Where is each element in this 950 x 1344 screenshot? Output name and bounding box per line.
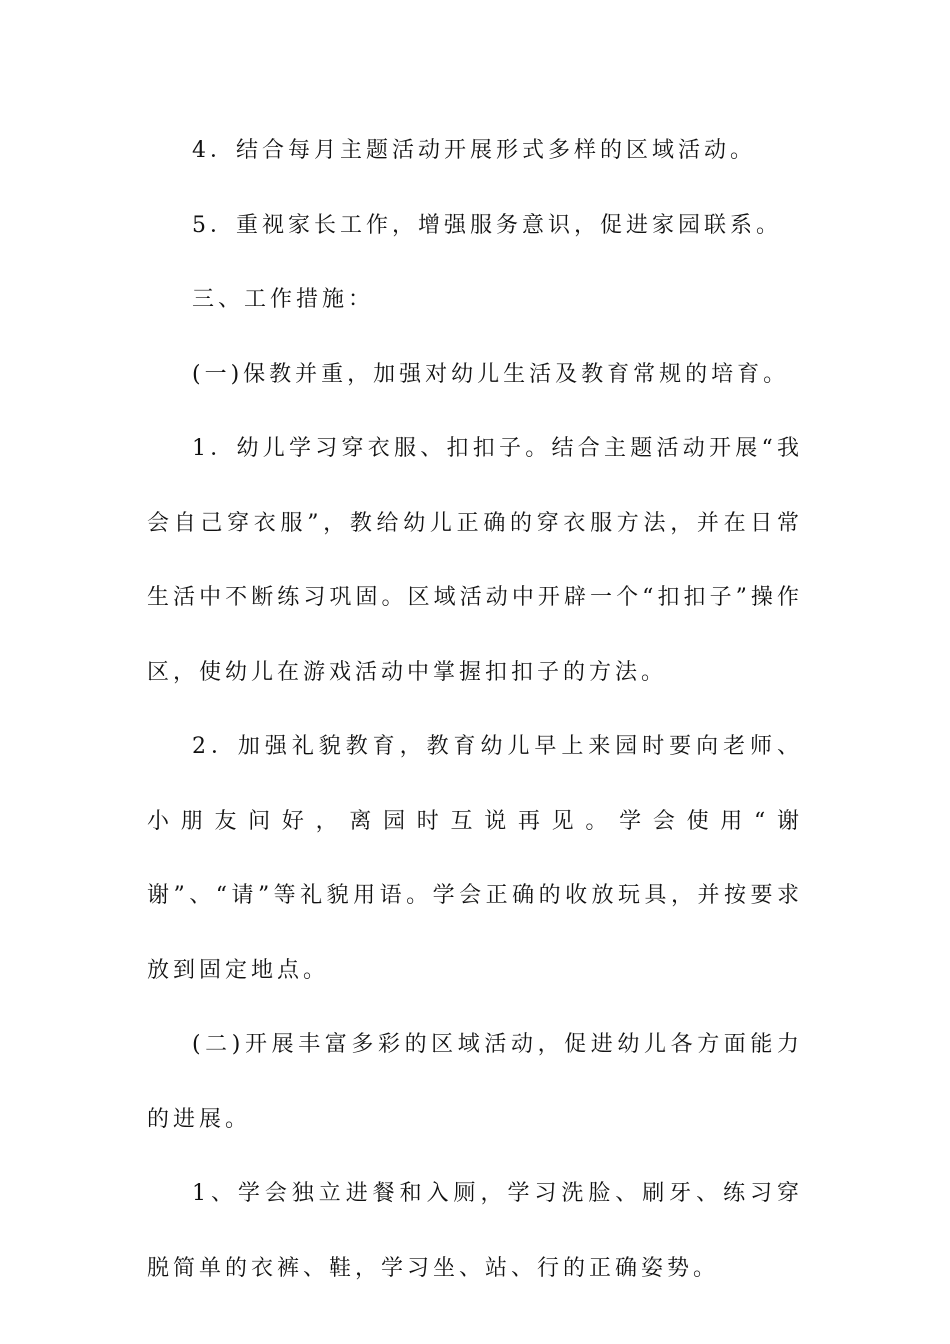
- paragraph-politeness: 2．加强礼貌教育，教育幼儿早上来园时要向老师、小朋友问好，离园时互说再见。学会使用“谢谢”、“请”等礼貌用语。学会正确的收放玩具，并按要求放到固定地点。: [147, 734, 803, 983]
- paragraph-item-5: 5．重视家长工作，增强服务意识，促进家园联系。: [192, 212, 782, 238]
- paragraph-self-care: 1、学会独立进餐和入厕，学习洗脸、刷牙、练习穿脱简单的衣裤、鞋，学习坐、站、行的正确姿势。: [147, 1181, 803, 1281]
- paragraph-item-4: 4．结合每月主题活动开展形式多样的区域活动。: [192, 138, 756, 163]
- document-body: [147, 114, 803, 1306]
- subsection-heading-2: (二)开展丰富多彩的区域活动，促进幼儿各方面能力的进展。: [147, 1032, 803, 1132]
- paragraph-dressing-buttons: 1．幼儿学习穿衣服、扣扣子。结合主题活动开展“我会自己穿衣服”，教给幼儿正确的穿衣服方法，并在日常生活中不断练习巩固。区域活动中开辟一个“扣扣子”操作区，使幼儿在游戏活动中掌握扣扣子的方法。: [147, 436, 803, 685]
- subsection-heading-1: (一)保教并重，加强对幼儿生活及教育常规的培育。: [192, 361, 790, 387]
- section-heading-work-measures: 三、工作措施：: [192, 287, 375, 312]
